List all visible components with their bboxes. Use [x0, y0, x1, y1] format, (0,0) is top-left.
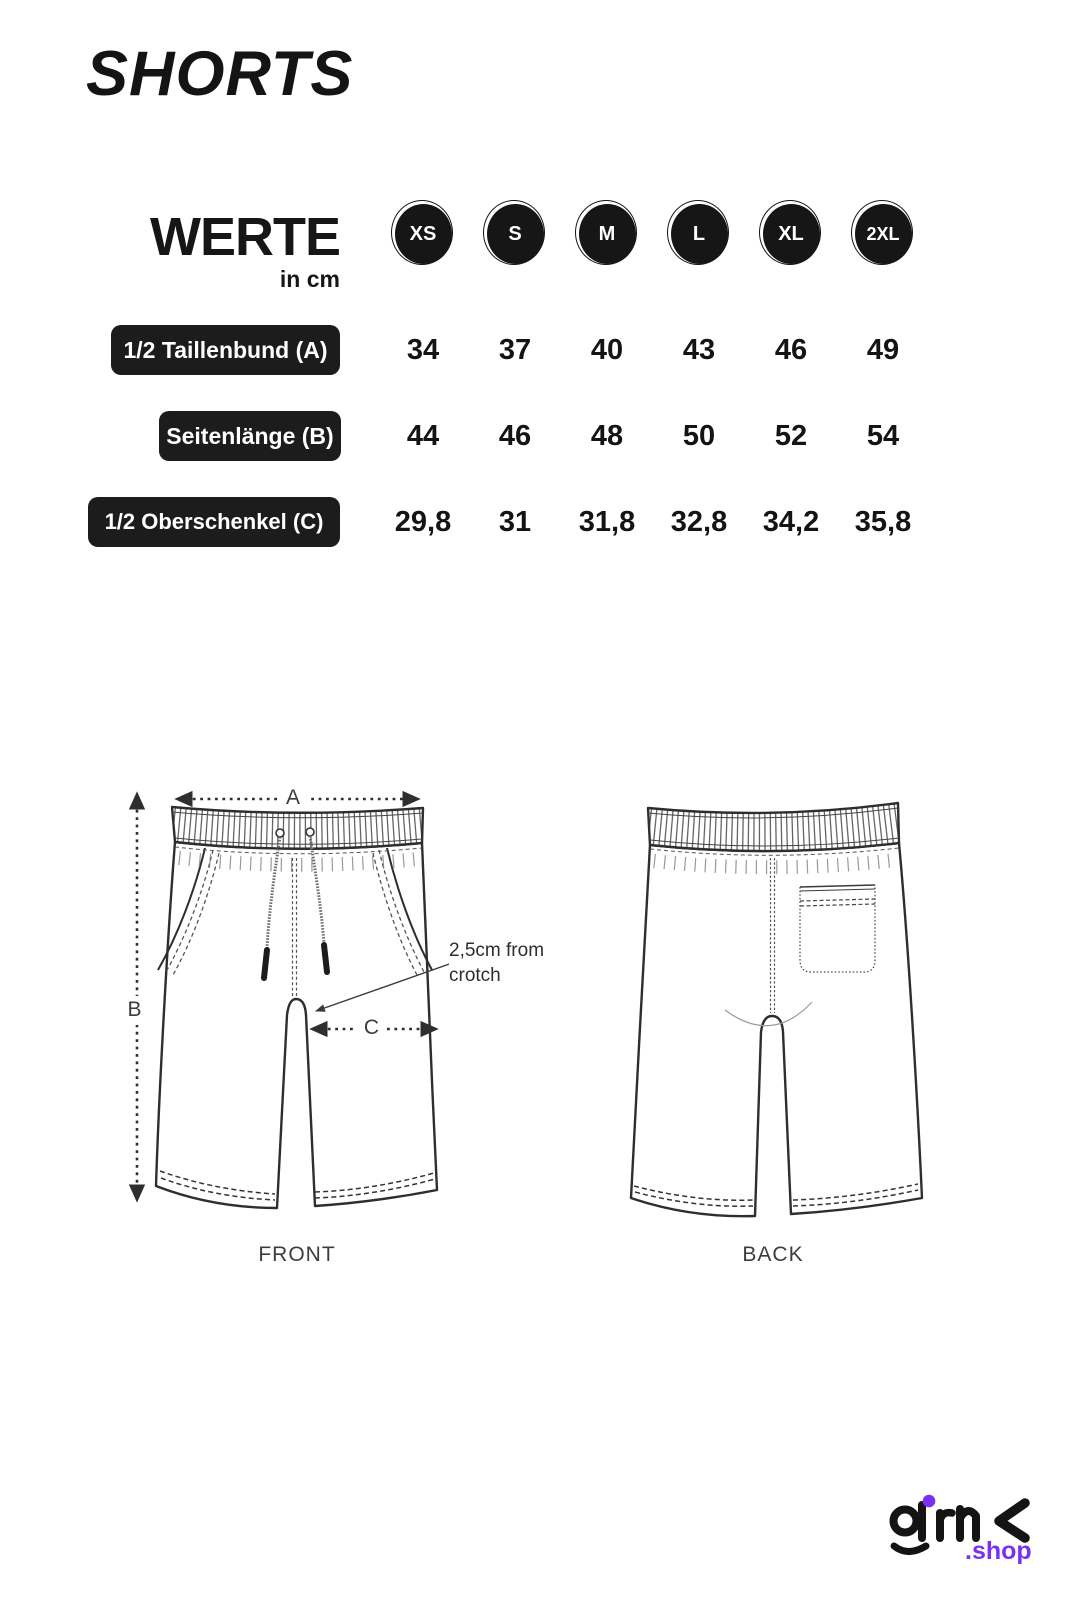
- size-badge-label: XL: [778, 222, 804, 245]
- size-badge-label: XS: [409, 222, 437, 245]
- measure-label-a: A: [279, 784, 307, 811]
- size-badge-m: [579, 204, 636, 264]
- front-caption: FRONT: [258, 1243, 336, 1266]
- value-cell: 46: [498, 420, 532, 452]
- value-cell: 52: [774, 420, 808, 452]
- shorts-back-drawing: [600, 770, 1020, 1230]
- table-row-waistband-values: [377, 325, 929, 375]
- value-cell: 31,8: [578, 506, 636, 538]
- value-cell: 29,8: [394, 506, 452, 538]
- size-badge-xs: [395, 204, 452, 264]
- value-cell: 37: [498, 334, 532, 366]
- size-badge-label: L: [692, 222, 706, 245]
- brand-suffix: .shop: [965, 1537, 1032, 1565]
- value-cell: 54: [866, 420, 900, 452]
- table-row-thigh-values: [377, 497, 929, 547]
- value-cell: 50: [682, 420, 716, 452]
- size-header-row: [377, 202, 929, 266]
- size-badge-label: M: [598, 222, 616, 245]
- value-cell: 44: [406, 420, 440, 452]
- value-cell: 49: [866, 334, 900, 366]
- value-cell: 46: [774, 334, 808, 366]
- measure-label-c: C: [357, 1014, 386, 1043]
- size-badge-xl: [763, 204, 820, 264]
- size-badge-2xl: [855, 204, 912, 264]
- brand-logo: [888, 1490, 1040, 1574]
- back-body-outline: [631, 843, 922, 1216]
- value-cell: 34,2: [762, 506, 820, 538]
- shorts-front-drawing: [113, 770, 565, 1230]
- page-title: SHORTS: [86, 39, 354, 109]
- value-cell: 40: [590, 334, 624, 366]
- value-cell: 34: [406, 334, 440, 366]
- table-unit: in cm: [279, 266, 340, 292]
- table-row-side-length-values: [377, 411, 929, 461]
- value-cell: 48: [590, 420, 624, 452]
- back-waistband: [648, 803, 899, 851]
- value-cell: 31: [498, 506, 532, 538]
- value-cell: 35,8: [854, 506, 912, 538]
- row-label-side-length: Seitenlänge (B): [159, 411, 341, 461]
- row-label-waistband: 1/2 Taillenbund (A): [111, 325, 340, 375]
- crotch-annotation: 2,5cm from crotch: [449, 938, 553, 988]
- size-badge-l: [671, 204, 728, 264]
- size-badge-label: S: [508, 222, 522, 245]
- size-badge-label: 2XL: [866, 223, 900, 244]
- value-cell: 43: [682, 334, 716, 366]
- size-badge-s: [487, 204, 544, 264]
- table-title: WERTE: [150, 207, 340, 267]
- front-waistband: [172, 807, 423, 849]
- brand-dot-icon: [923, 1495, 936, 1508]
- row-label-thigh: 1/2 Oberschenkel (C): [88, 497, 340, 547]
- back-caption: BACK: [742, 1243, 804, 1266]
- measure-label-b: B: [121, 996, 148, 1025]
- value-cell: 32,8: [670, 506, 728, 538]
